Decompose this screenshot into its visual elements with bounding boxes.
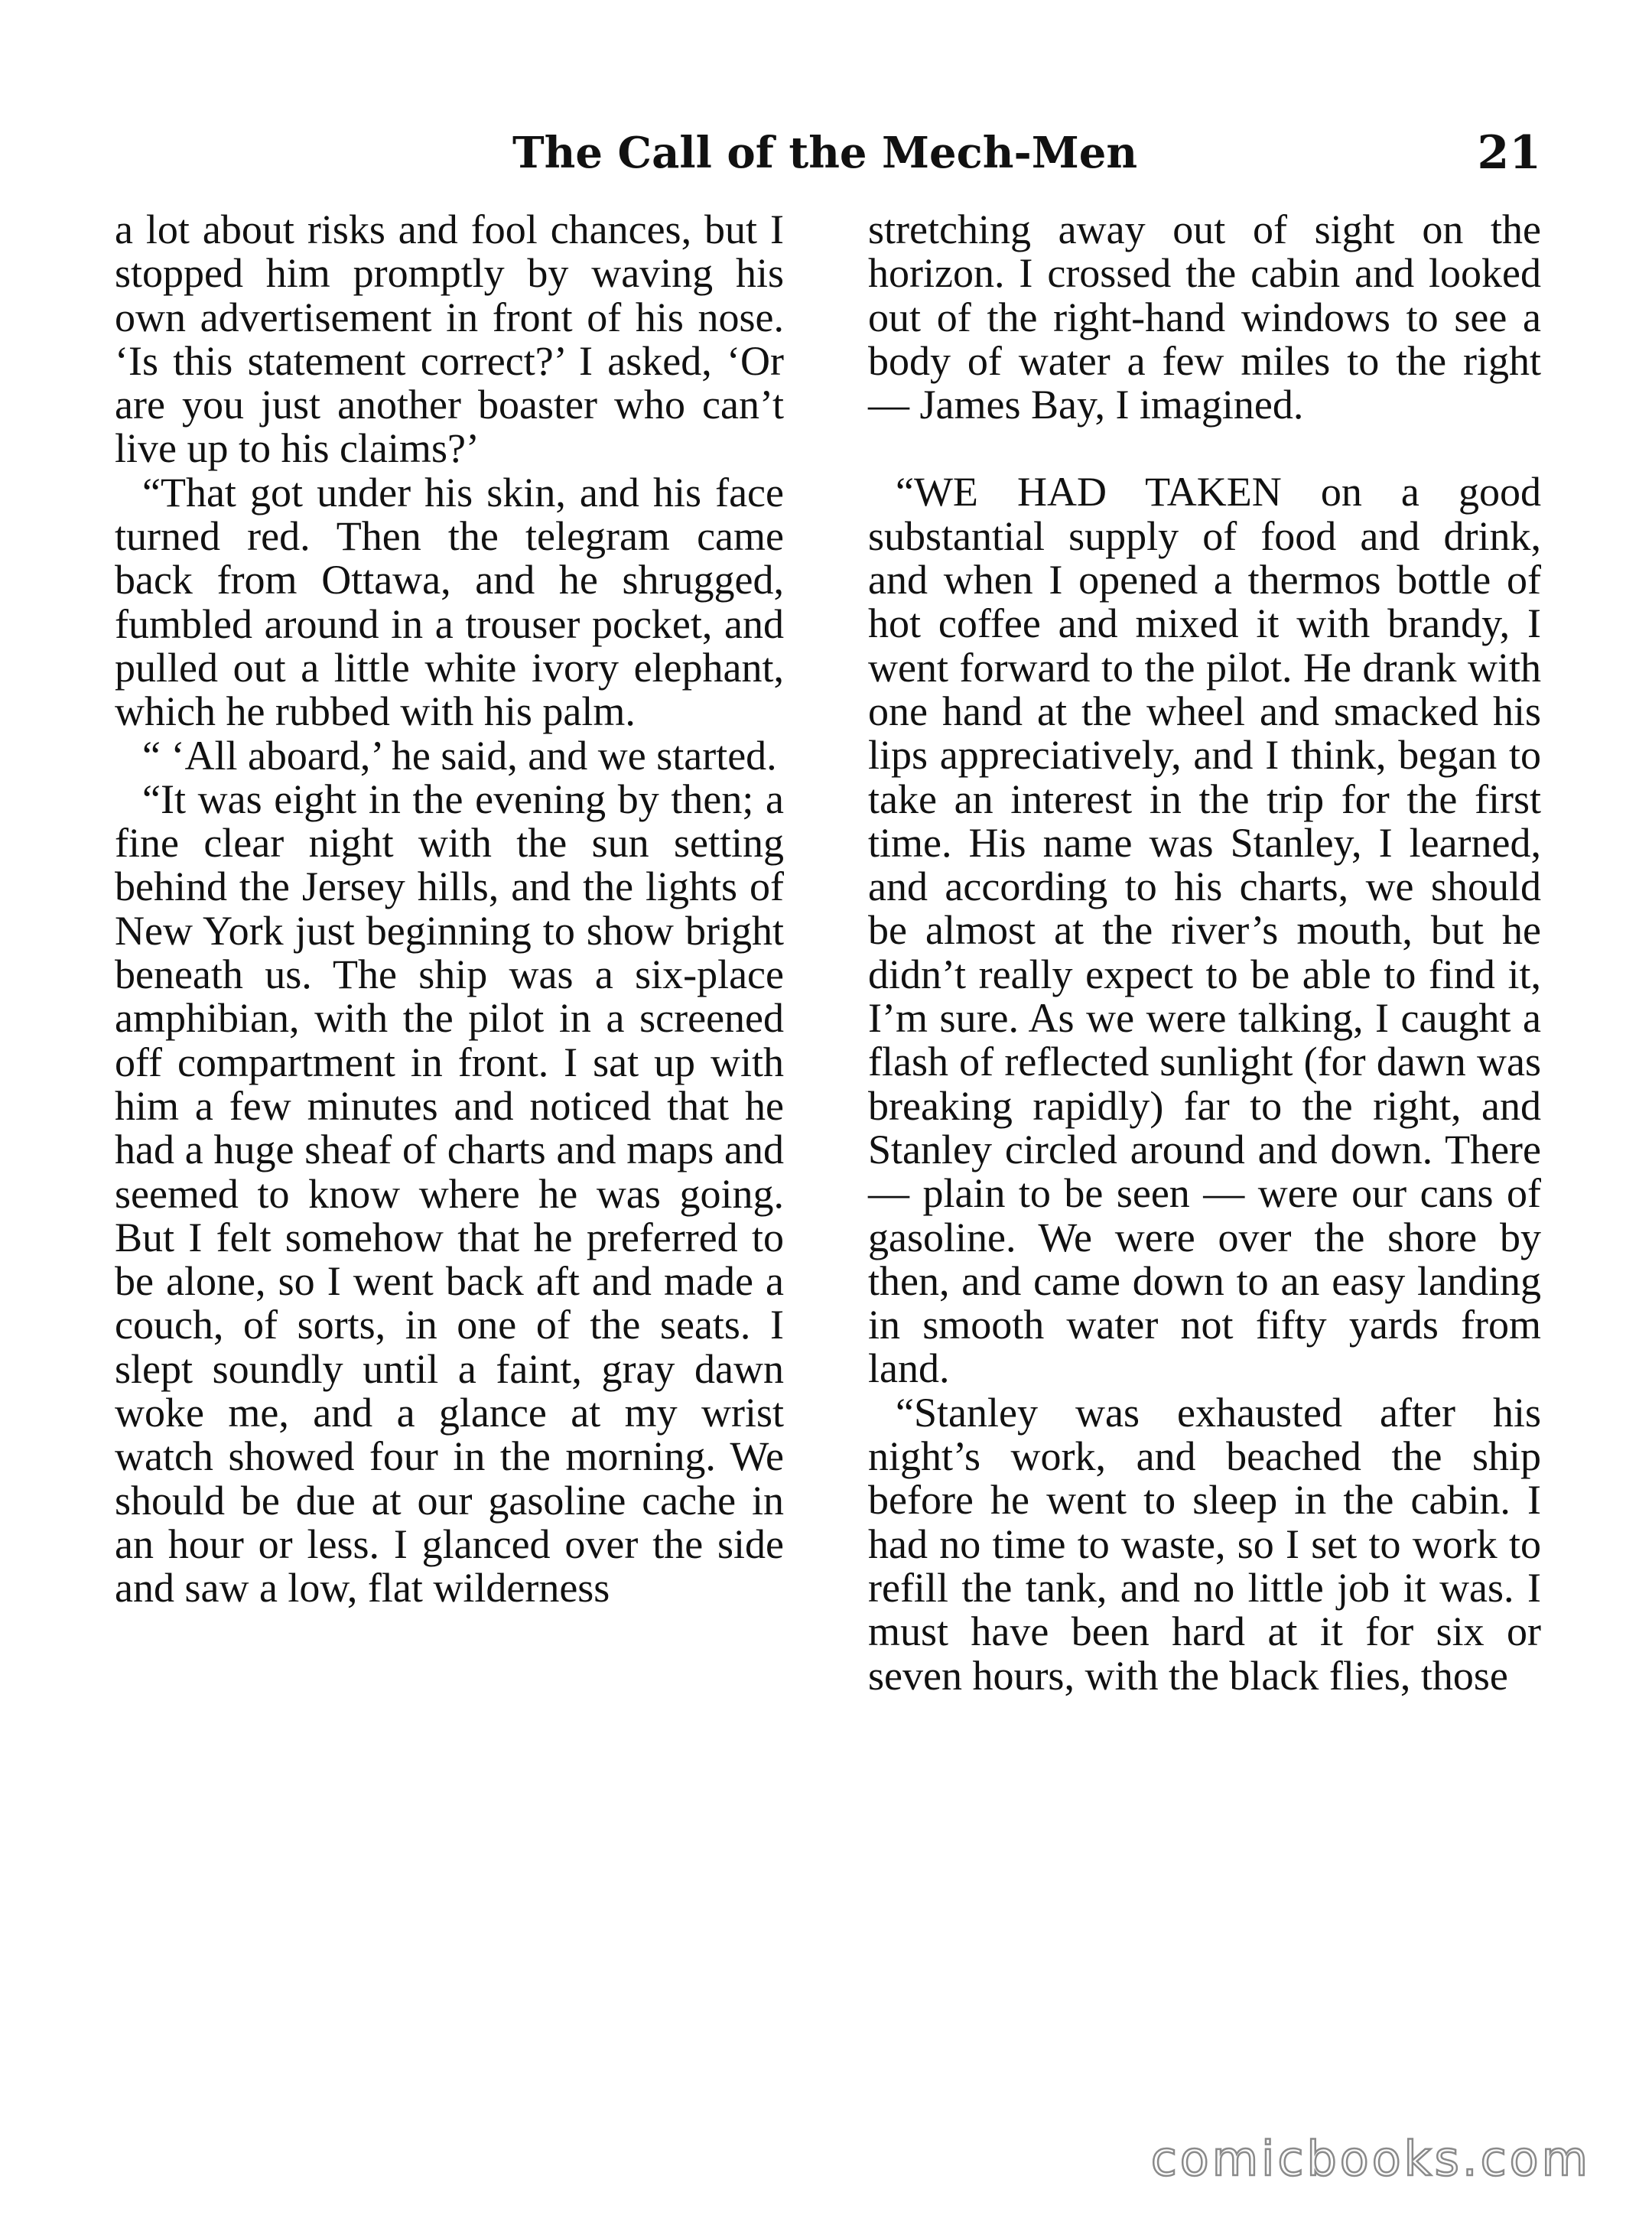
paragraph: “That got under his skin, and his face turned red. Then the telegram came back from Ottawa, and he shrugged, fumbled around in a trouser pocket, and pulled out a little white ivory elephant, which he rubbed with his palm.	[115, 469, 784, 735]
running-title: The Call of the Mech-Men	[512, 128, 1138, 178]
running-header	[115, 122, 1541, 184]
right-column	[868, 208, 1541, 1698]
left-column	[115, 208, 784, 1611]
paragraph: “ ‘All aboard,’ he said, and we started.	[142, 732, 777, 779]
paragraph: “WE HAD TAKEN on a good substantial supply of food and drink, and when I opened a thermos bottle of hot coffee and mixed it with brandy, I went forward to the pilot. He drank with one hand at the wheel and smacked his lips appreciatively, and I think, began to take an interest in the trip for the first time. His name was Stanley, I learned, and according to his charts, we should be almost at the river’s mouth, but he didn’t really expect to be able to find it, I’m sure. As we were talking, I caught a flash of reflected sunlight (for dawn was breaking rapidly) far to the right, and Stanley circled around and down. There — plain to be seen — were our cans of gasoline. We were over the shore by then, and came down to an easy landing in smooth water not fifty yards from land.	[868, 469, 1541, 1392]
page-number: 21	[1477, 126, 1541, 180]
paragraph: “It was eight in the evening by then; a fine clear night with the sun setting behind the Jersey hills, and the lights of New York just beginning to show bright beneath us. The ship was a six-place amphibian, with the pilot in a screened off compartment in front. I sat up with him a few minutes and noticed that he had a huge sheaf of charts and maps and seemed to know where he was going. But I felt somehow that he preferred to be alone, so I went back aft and made a couch, of sorts, in one of the seats. I slept soundly until a faint, gray dawn woke me, and a glance at my wrist watch showed four in the morning. We should be due at our gasoline cache in an hour or less. I glanced over the side and saw a low, flat wilderness	[115, 776, 784, 1611]
paragraph: stretching away out of sight on the horizon. I crossed the cabin and looked out of the right-hand windows to see a body of water a few miles to the right — James Bay, I imagined.	[868, 207, 1541, 428]
paragraph: “Stanley was exhausted after his night’s work, and beached the ship before he went to sleep in the cabin. I had no time to waste, so I set to work to refill the tank, and no little job it was. I must have been hard at it for six or seven hours, with the black flies, those	[868, 1389, 1541, 1699]
watermark-logo: comicbooks.com	[1150, 2131, 1591, 2187]
paragraph: a lot about risks and fool chances, but I stopped him promptly by waving his own advertisement in front of his nose. ‘Is this statement correct?’ I asked, ‘Or are you just another boaster who can’t live up to his claims?’	[115, 207, 784, 472]
